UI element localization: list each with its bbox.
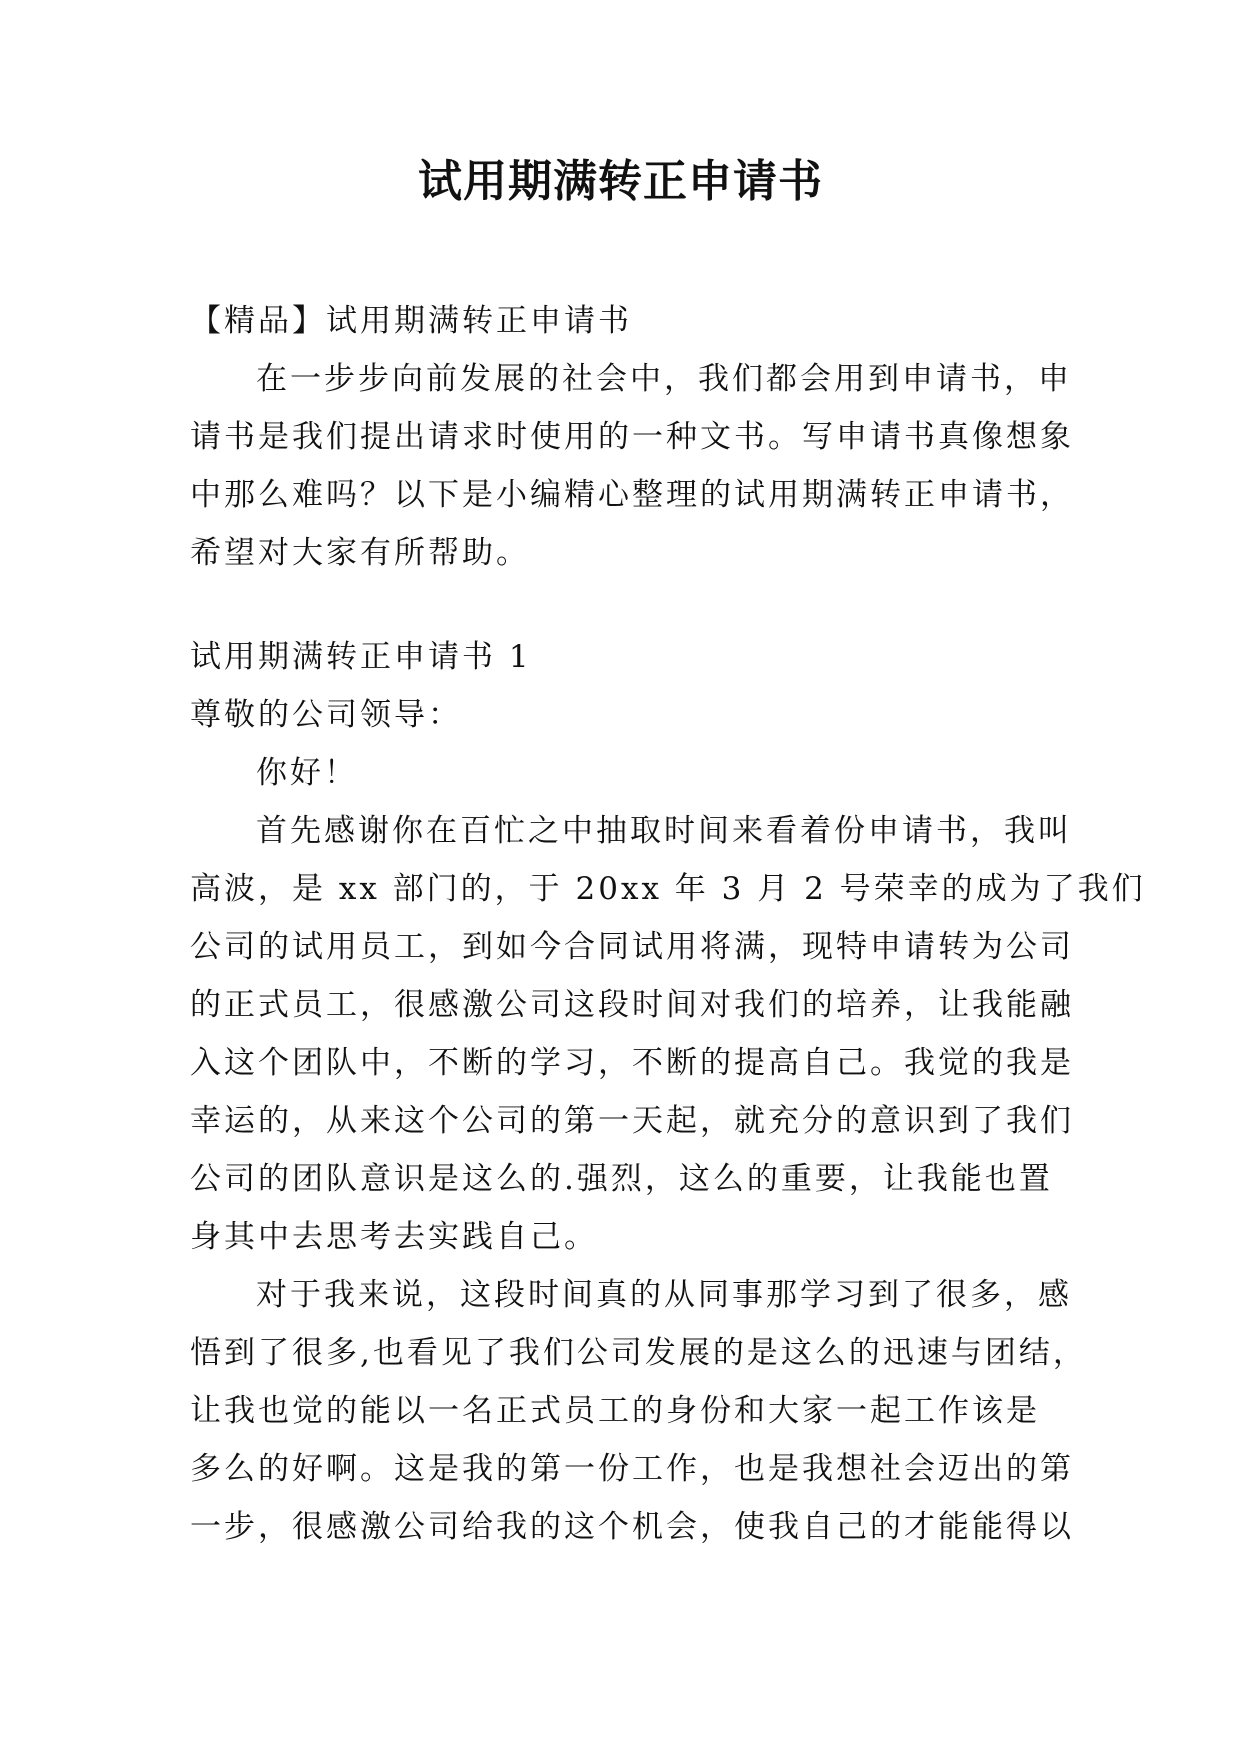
paragraph-line: 让我也觉的能以一名正式员工的身份和大家一起工作该是 bbox=[190, 1393, 1040, 1429]
salutation: 尊敬的公司领导： bbox=[190, 697, 462, 733]
paragraph-line: 悟到了很多,也看见了我们公司发展的是这么的迅速与团结， bbox=[190, 1335, 1087, 1371]
paragraph-line: 一步，很感激公司给我的这个机会，使我自己的才能能得以 bbox=[190, 1509, 1074, 1545]
section-heading: 试用期满转正申请书 1 bbox=[190, 639, 532, 675]
paragraph-line: 高波，是 xx 部门的，于 20xx 年 3 月 2 号荣幸的成为了我们 bbox=[190, 871, 1146, 907]
intro-line: 中那么难吗？以下是小编精心整理的试用期满转正申请书， bbox=[190, 477, 1074, 513]
paragraph-line: 多么的好啊。这是我的第一份工作，也是我想社会迈出的第 bbox=[190, 1451, 1074, 1487]
intro-line: 请书是我们提出请求时使用的一种文书。写申请书真像想象 bbox=[190, 419, 1074, 455]
document-title: 试用期满转正申请书 bbox=[418, 156, 823, 207]
paragraph-line: 幸运的，从来这个公司的第一天起，就充分的意识到了我们 bbox=[190, 1103, 1074, 1139]
paragraph-line: 入这个团队中，不断的学习，不断的提高自己。我觉的我是 bbox=[190, 1045, 1074, 1081]
intro-line: 希望对大家有所帮助。 bbox=[190, 535, 530, 571]
section-gap bbox=[190, 582, 1070, 628]
intro-line: 在一步步向前发展的社会中，我们都会用到申请书，申 bbox=[256, 361, 1072, 397]
greeting: 你好！ bbox=[256, 755, 358, 791]
subtitle-line: 【精品】试用期满转正申请书 bbox=[190, 303, 632, 339]
paragraph-line: 公司的试用员工，到如今合同试用将满，现特申请转为公司 bbox=[190, 929, 1074, 965]
document-body bbox=[190, 292, 1146, 1556]
paragraph-line: 公司的团队意识是这么的.强烈，这么的重要，让我能也置 bbox=[190, 1161, 1053, 1197]
paragraph-line: 对于我来说，这段时间真的从同事那学习到了很多，感 bbox=[256, 1277, 1072, 1313]
paragraph-line: 身其中去思考去实践自己。 bbox=[190, 1219, 598, 1255]
paragraph-line: 的正式员工，很感激公司这段时间对我们的培养，让我能融 bbox=[190, 987, 1074, 1023]
paragraph-line: 首先感谢你在百忙之中抽取时间来看着份申请书，我叫 bbox=[256, 813, 1072, 849]
